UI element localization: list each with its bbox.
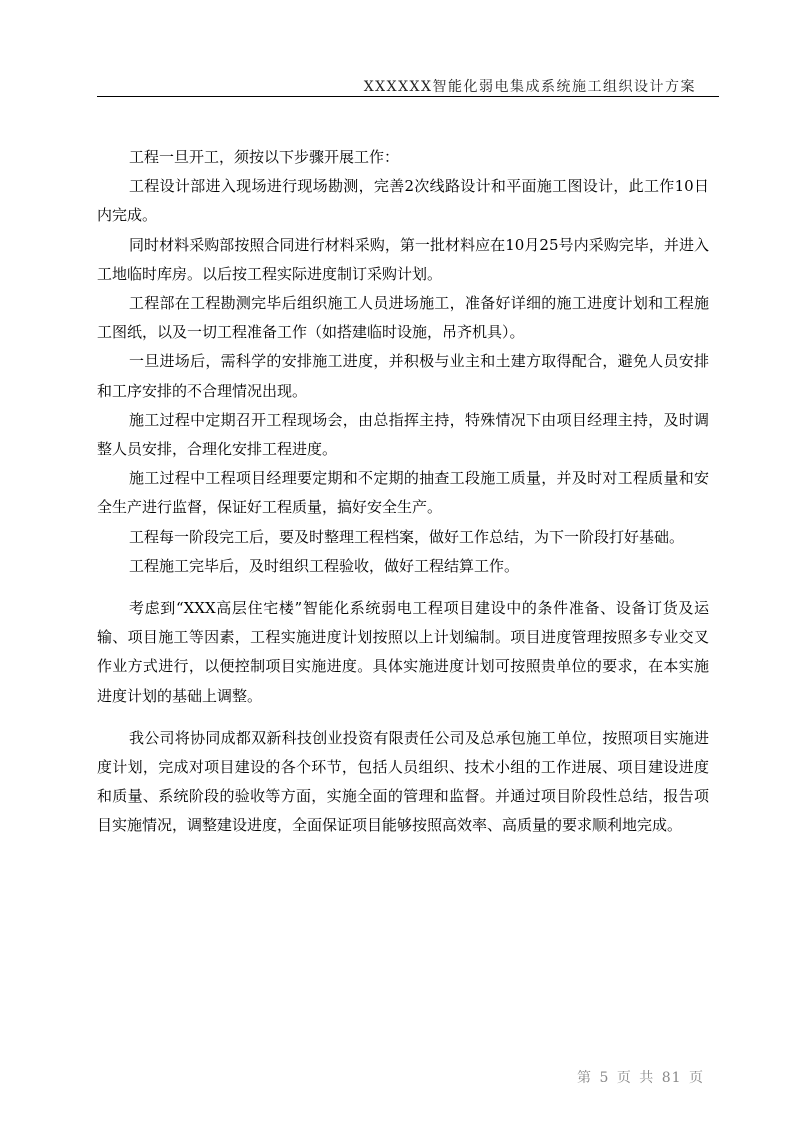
header-divider: [97, 96, 719, 97]
footer-page-label: 页: [616, 1070, 632, 1086]
document-header-title: XXXXXX智能化弱电集成系统施工组织设计方案: [363, 79, 696, 95]
footer-prefix: 第: [577, 1070, 592, 1086]
paragraph: 一旦进场后，需科学的安排施工进度，并积极与业主和土建方取得配合，避免人员安排和工序安排的不合理情况出现。: [97, 352, 709, 400]
paragraph: 施工过程中定期召开工程现场会，由总指挥主持，特殊情况下由项目经理主持，及时调整人员安排，合理化安排工程进度。: [97, 410, 709, 459]
paragraph: 我公司将协同成都双新科技创业投资有限责任公司及总承包施工单位，按照项目实施进度计划，完成对项目建设的各个环节，包括人员组织、技术小组的工作进展、项目建设进度和质量、系统阶段的验收等方面，实施全面的管理和监督。并通过项目阶段性总结，报告项目实施情况，调整建设进度，全面保证项目能够按照高效率、高质量的要求顺利地完成。: [97, 728, 709, 835]
paragraph: 工程施工完毕后，及时组织工程验收，做好工程结算工作。: [129, 556, 520, 575]
paragraph: 考虑到“XXX高层住宅楼”智能化系统弱电工程项目建设中的条件准备、设备订货及运输、项目施工等因素，工程实施进度计划按照以上计划编制。项目进度管理按照多专业交叉作业方式进行，以便控制项目实施进度。具体实施进度计划可按照贵单位的要求，在本实施进度计划的基础上调整。: [97, 599, 709, 705]
footer-total-label: 共: [639, 1070, 655, 1086]
total-page-count: 81: [661, 1070, 682, 1086]
current-page-number: 5: [599, 1070, 610, 1086]
paragraph: 工程一旦开工，须按以下步骤开展工作：: [129, 148, 400, 166]
page-number-footer: [577, 1067, 706, 1087]
paragraph: 施工过程中工程项目经理要定期和不定期的抽查工段施工质量，并及时对工程质量和安全生产进行监督，保证好工程质量，搞好安全生产。: [97, 469, 709, 517]
document-body: [97, 143, 709, 841]
paragraph: 同时材料采购部按照合同进行材料采购，第一批材料应在10月25号内采购完毕，并进入工地临时库房。以后按工程实际进度制订采购计划。: [97, 235, 709, 283]
paragraph: 工程部在工程勘测完毕后组织施工人员进场施工，准备好详细的施工进度计划和工程施工图纸，以及一切工程准备工作（如搭建临时设施，吊齐机具）。: [97, 294, 709, 342]
paragraph: 工程每一阶段完工后，要及时整理工程档案，做好工作总结，为下一阶段打好基础。: [129, 527, 685, 546]
footer-suffix: 页: [689, 1070, 705, 1086]
paragraph: 工程设计部进入现场进行现场勘测，完善2次线路设计和平面施工图设计，此工作10日内完成。: [97, 177, 709, 225]
